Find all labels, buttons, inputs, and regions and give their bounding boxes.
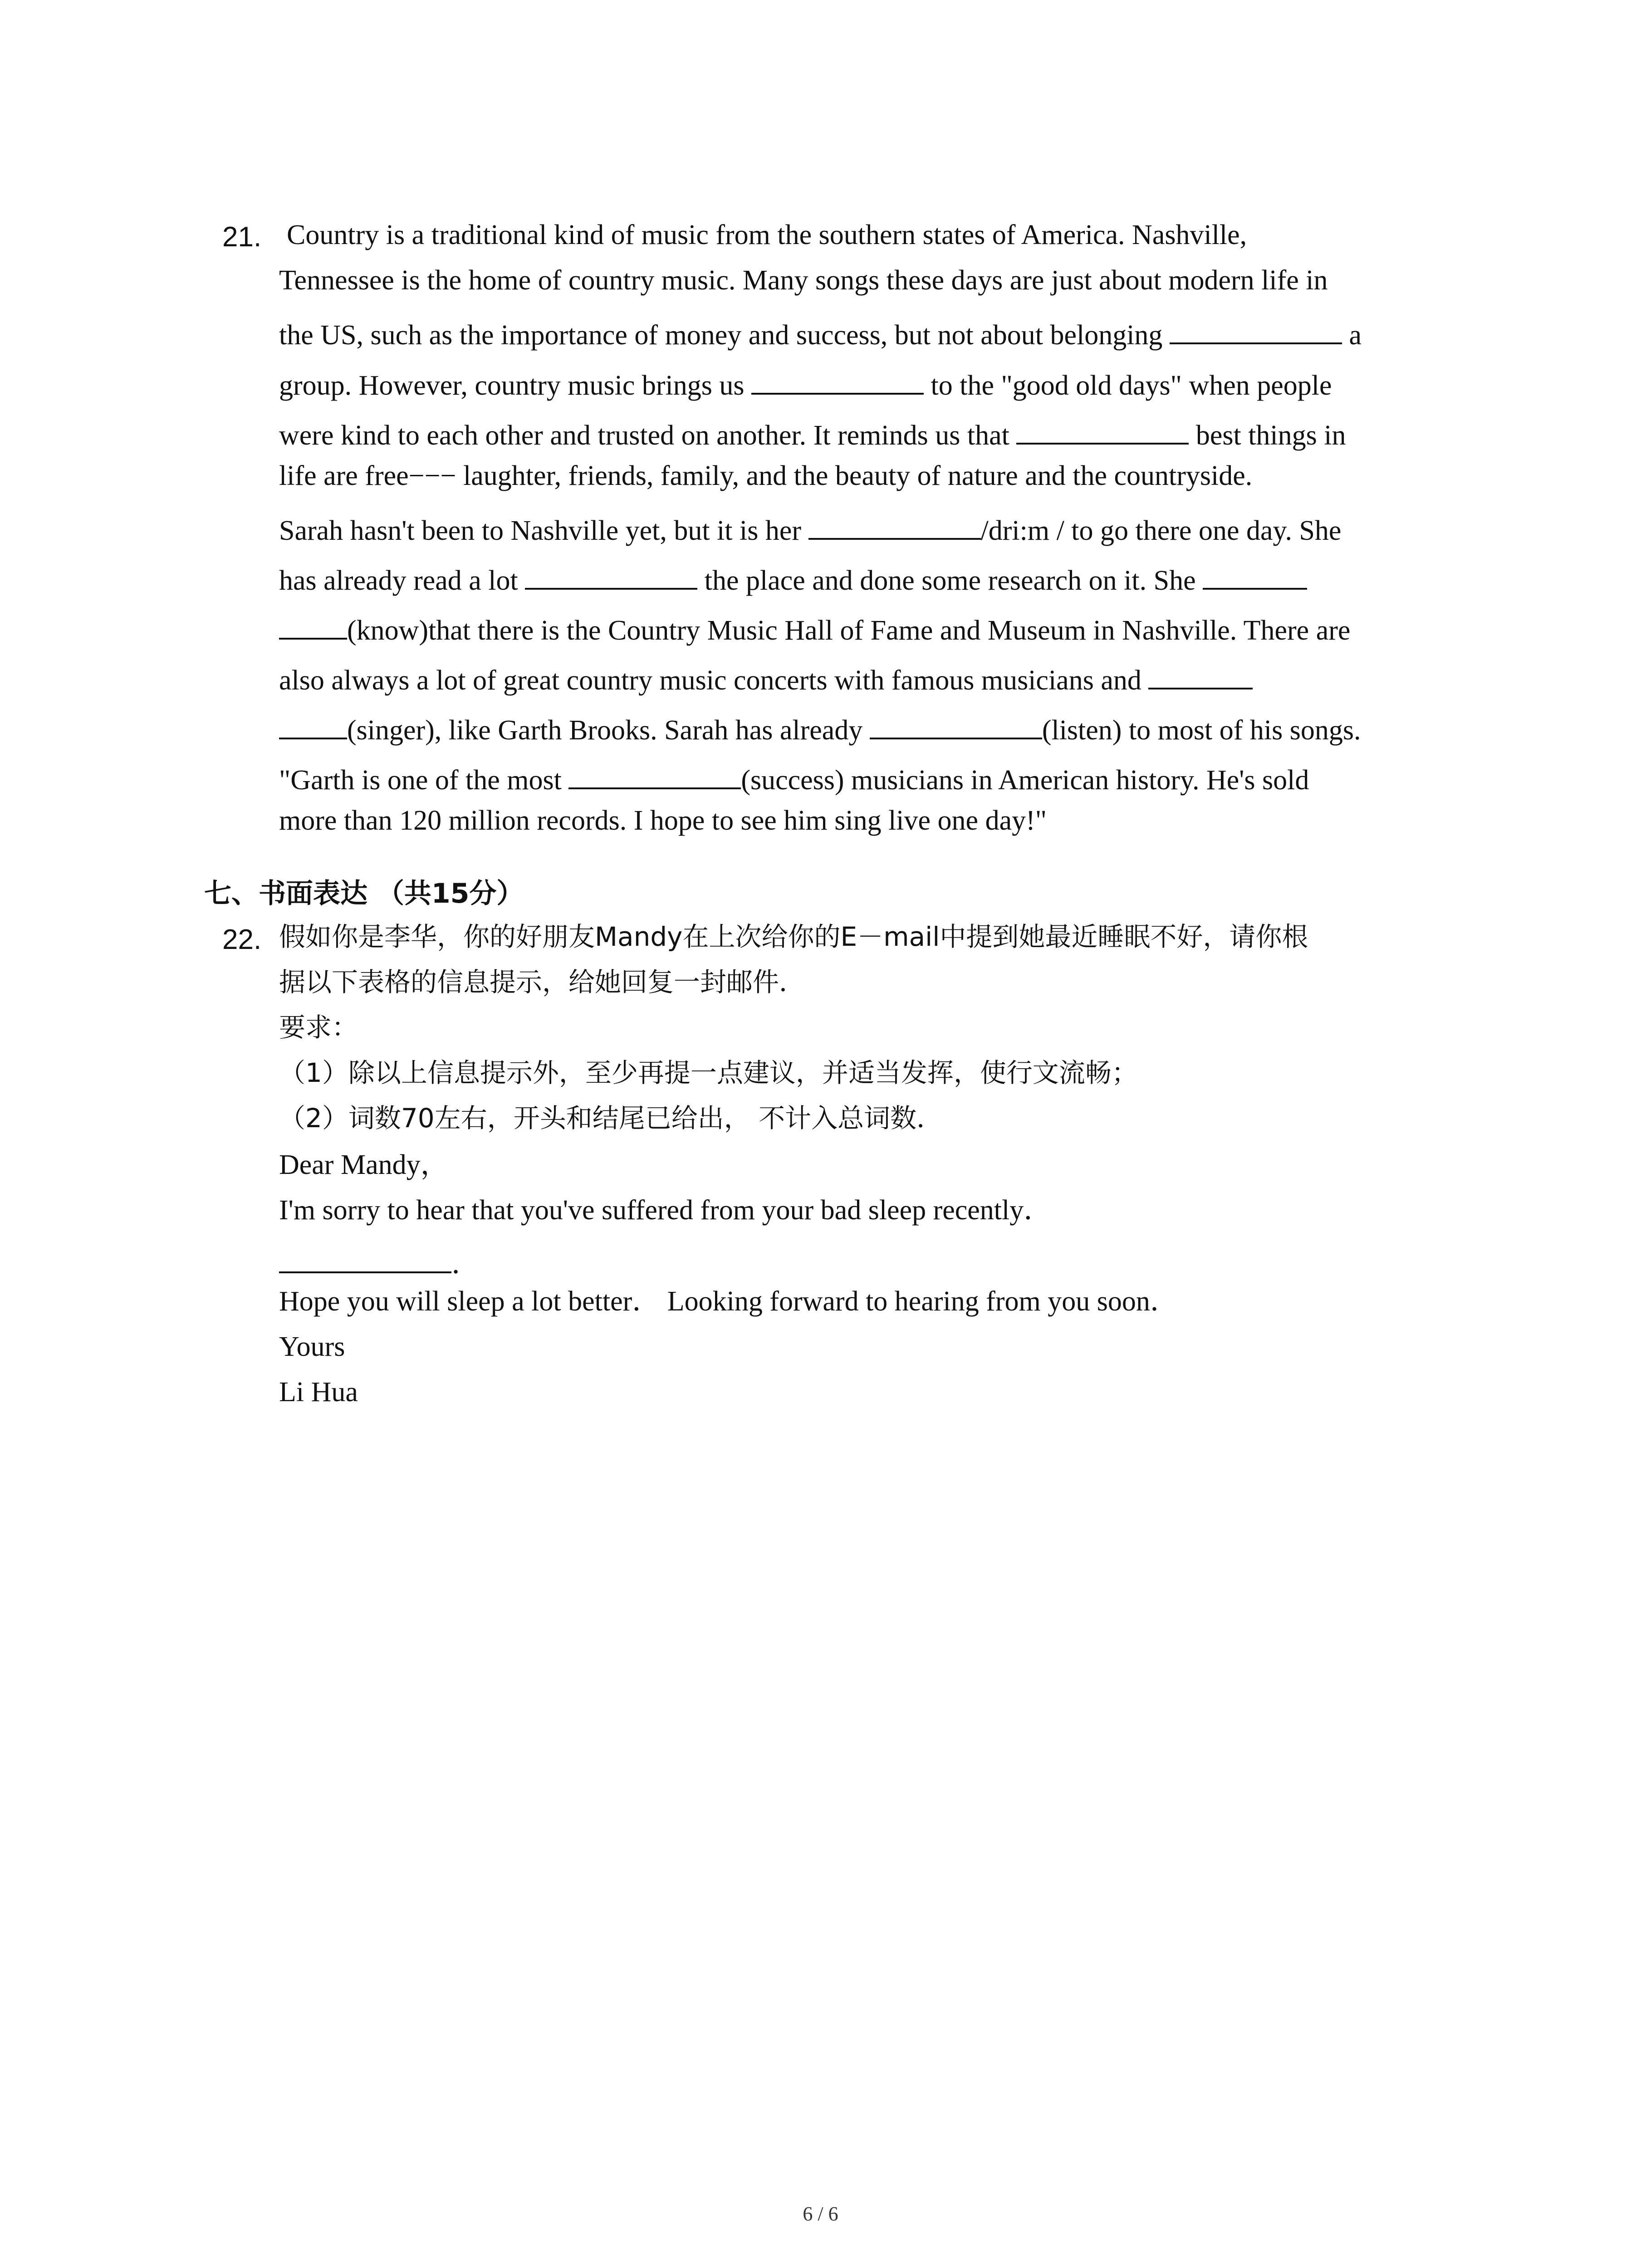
answer-blank-2[interactable]: [751, 367, 924, 395]
q21-line-3-text-a: the US, such as the importance of money and success, but not about belonging: [279, 320, 1170, 351]
letter-body-blank-line: [279, 1245, 480, 1278]
page-number: 6 / 6: [803, 2203, 838, 2225]
q21-line-4-text-a: group. However, country music brings us: [279, 370, 752, 401]
answer-blank-8[interactable]: [870, 711, 1042, 739]
q21-line-9-text: (know)that there is the Country Music Hall of Fame and Museum in Nashville. There are: [347, 615, 1351, 646]
section-7-title: 七、书面表达 （共15分）: [204, 878, 524, 909]
answer-blank-7a[interactable]: [1148, 661, 1253, 689]
letter-signoff: Yours: [279, 1331, 345, 1362]
q21-line-7-text-b: /dri:m / to go there one day. She: [980, 515, 1342, 546]
answer-blank-6b[interactable]: [279, 611, 347, 640]
answer-blank-5[interactable]: [525, 562, 697, 590]
q21-line-3: [279, 316, 1362, 349]
answer-blank-9[interactable]: [568, 761, 741, 789]
q21-line-7: [279, 512, 1341, 545]
q21-line-7-text-a: Sarah hasn't been to Nashville yet, but it is her: [279, 515, 808, 546]
q21-line-5: [279, 416, 1346, 450]
writing-answer-blank[interactable]: [279, 1245, 451, 1273]
q21-line-9: [279, 611, 1350, 645]
q21-line-12: [279, 761, 1309, 794]
q21-line-4: [279, 367, 1332, 400]
q21-line-11: [279, 711, 1361, 744]
q21-line-13: more than 120 million records. I hope to see him sing live one day!": [279, 805, 1047, 836]
q21-line-4-text-b: to the "good old days" when people: [924, 370, 1332, 401]
q22-requirement-2: （2）词数70左右，开头和结尾已给出， 不计入总词数．: [279, 1103, 943, 1134]
q21-line-2: Tennessee is the home of country music. Many songs these days are just about modern life in: [279, 265, 1328, 296]
q21-line-6: life are free−−− laughter, friends, family, and the beauty of nature and the countryside.: [279, 460, 1253, 491]
answer-blank-7b[interactable]: [279, 711, 347, 739]
answer-blank-4[interactable]: [808, 512, 981, 540]
q22-prompt-line-2: 据以下表格的信息提示，给她回复一封邮件．: [279, 967, 806, 997]
answer-blank-6a[interactable]: [1203, 562, 1307, 590]
q21-line-11-text-a: (singer), like Garth Brooks. Sarah has already: [347, 715, 870, 746]
q21-line-12-text-b: (success) musicians in American history. He's sold: [741, 765, 1309, 796]
letter-opening: I'm sorry to hear that you've suffered from your bad sleep recently．: [279, 1195, 1052, 1226]
letter-blank-period: ．: [451, 1249, 480, 1280]
q21-line-1: Country is a traditional kind of music from the southern states of America. Nashville,: [287, 220, 1247, 250]
letter-closing: Hope you will sleep a lot better． Looking forward to hearing from you soon．: [279, 1286, 1178, 1317]
letter-signature-name: Li Hua: [279, 1377, 358, 1408]
q22-requirements-label: 要求：: [279, 1012, 358, 1043]
question-22-number: 22.: [222, 924, 262, 955]
q21-line-3-text-b: a: [1342, 320, 1362, 351]
answer-blank-1[interactable]: [1170, 316, 1342, 344]
q21-line-10-text: also always a lot of great country music concerts with famous musicians and: [279, 665, 1149, 696]
answer-blank-3[interactable]: [1016, 416, 1189, 445]
q21-line-5-text-a: were kind to each other and trusted on another. It reminds us that: [279, 420, 1017, 451]
q21-line-11-text-b: (listen) to most of his songs.: [1042, 715, 1361, 746]
question-21-number: 21.: [222, 221, 262, 253]
q21-line-12-text-a: "Garth is one of the most: [279, 765, 569, 796]
letter-greeting: Dear Mandy，: [279, 1149, 449, 1180]
q21-line-10: [279, 661, 1253, 694]
q22-requirement-1: （1）除以上信息提示外，至少再提一点建议，并适当发挥，使行文流畅；: [279, 1057, 1138, 1088]
q21-line-8-text-a: has already read a lot: [279, 565, 525, 596]
q21-line-8-text-b: the place and done some research on it. She: [697, 565, 1203, 596]
q22-prompt-line-1: 假如你是李华，你的好朋友Mandy在上次给你的E－mail中提到她最近睡眠不好，请你根: [279, 921, 1308, 952]
q21-line-5-text-b: best things in: [1189, 420, 1346, 451]
q21-line-8: [279, 562, 1307, 595]
